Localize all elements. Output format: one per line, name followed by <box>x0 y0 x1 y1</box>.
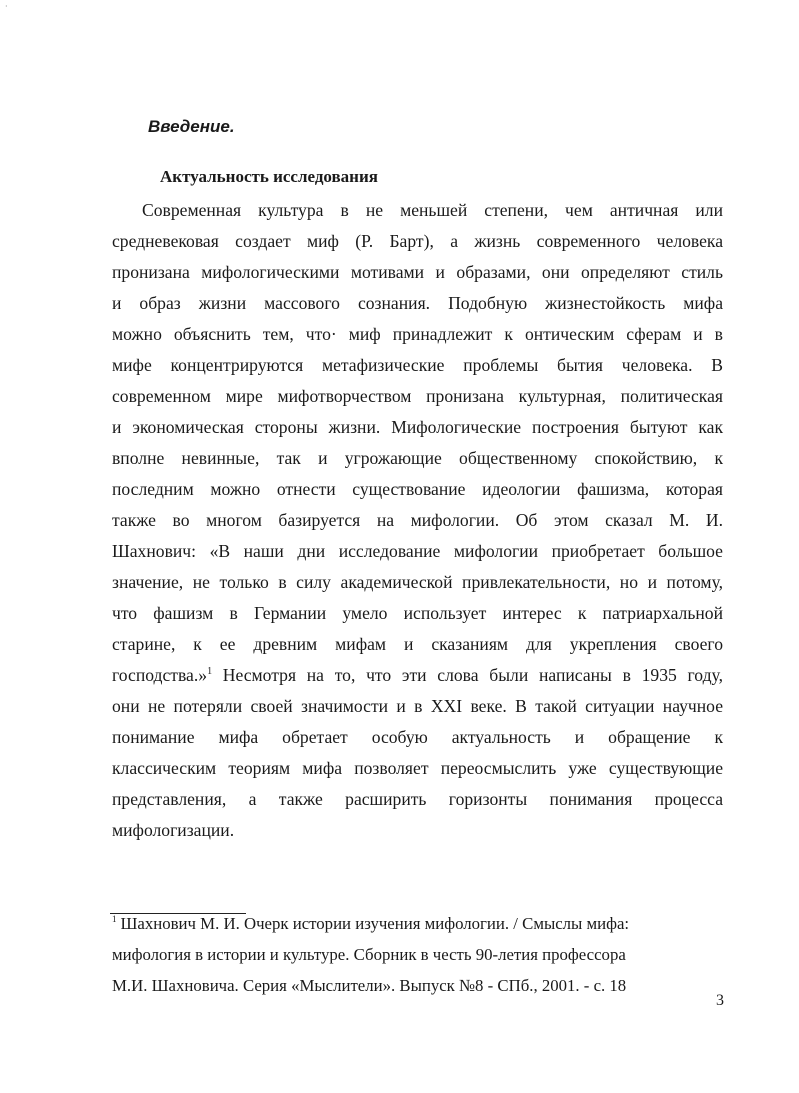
body-line-1: Современная культура в не меньшей степени, чем античная или <box>142 200 723 220</box>
body-line-7: современном мире мифотворчеством пронизана культурная, политическая <box>112 386 723 406</box>
footnote-line-3: М.И. Шахновича. Серия «Мыслители». Выпуск №8 - СПб., 2001. - с. 18 <box>112 976 627 995</box>
footnote-line-1-text: Шахнович М. И. Очерк истории изучения мифологии. / Смыслы мифа: <box>120 914 630 933</box>
body-line-5: можно объяснить тем, что· миф принадлежит к онтическим сферам и в <box>112 324 723 344</box>
body-line-17: они не потеряли своей значимости и в XXI веке. В такой ситуации научное <box>112 696 723 716</box>
page-number: 3 <box>716 992 724 1009</box>
body-line-6: мифе концентрируются метафизические проблемы бытия человека. В <box>112 355 723 375</box>
footnote <box>112 905 692 1001</box>
scan-corner-mark: · <box>5 2 8 11</box>
body-line-12: Шахнович: «В наши дни исследование мифологии приобретает большое <box>112 541 723 561</box>
footnote-reference[interactable]: 1 <box>207 666 213 678</box>
body-line-20: представления, а также расширить горизонты понимания процесса <box>112 789 723 809</box>
body-line-3: пронизана мифологическими мотивами и образами, они определяют стиль <box>112 262 723 282</box>
body-line-21: мифологизации. <box>112 820 235 840</box>
body-line-16-end: Несмотря на то, что эти слова были написаны в 1935 году, <box>212 665 723 685</box>
body-line-15: старине, к ее древним мифам и сказаниям для укрепления своего <box>112 634 723 654</box>
body-line-13: значение, не только в силу академической привлекательности, но и потому, <box>112 572 723 592</box>
body-paragraph <box>112 195 723 846</box>
body-line-2: средневековая создает миф (Р. Барт), а жизнь современного человека <box>112 231 723 251</box>
body-line-18: понимание мифа обретает особую актуальность и обращение к <box>112 727 723 747</box>
body-line-19: классическим теориям мифа позволяет переосмыслить уже существующие <box>112 758 723 778</box>
footnote-mark: 1 <box>112 914 117 925</box>
body-line-11: также во многом базируется на мифологии. Об этом сказал М. И. <box>112 510 723 530</box>
footnote-line-1 <box>112 908 692 939</box>
footnote-line-2: мифология в истории и культуре. Сборник в честь 90-летия профессора <box>112 945 626 964</box>
body-line-8: и экономическая стороны жизни. Мифологические построения бытуют как <box>112 417 723 437</box>
section-heading: Актуальность исследования <box>160 167 378 186</box>
body-line-16-start: господства.» <box>112 665 208 685</box>
body-line-10: последним можно отнести существование идеологии фашизма, которая <box>112 479 723 499</box>
chapter-title: Введение. <box>148 117 235 136</box>
body-line-4: и образ жизни массового сознания. Подобную жизнестойкость мифа <box>112 293 723 313</box>
body-line-14: что фашизм в Германии умело использует интерес к патриархальной <box>112 603 723 623</box>
body-line-16 <box>112 660 723 691</box>
body-line-9: вполне невинные, так и угрожающие общественному спокойствию, к <box>112 448 723 468</box>
